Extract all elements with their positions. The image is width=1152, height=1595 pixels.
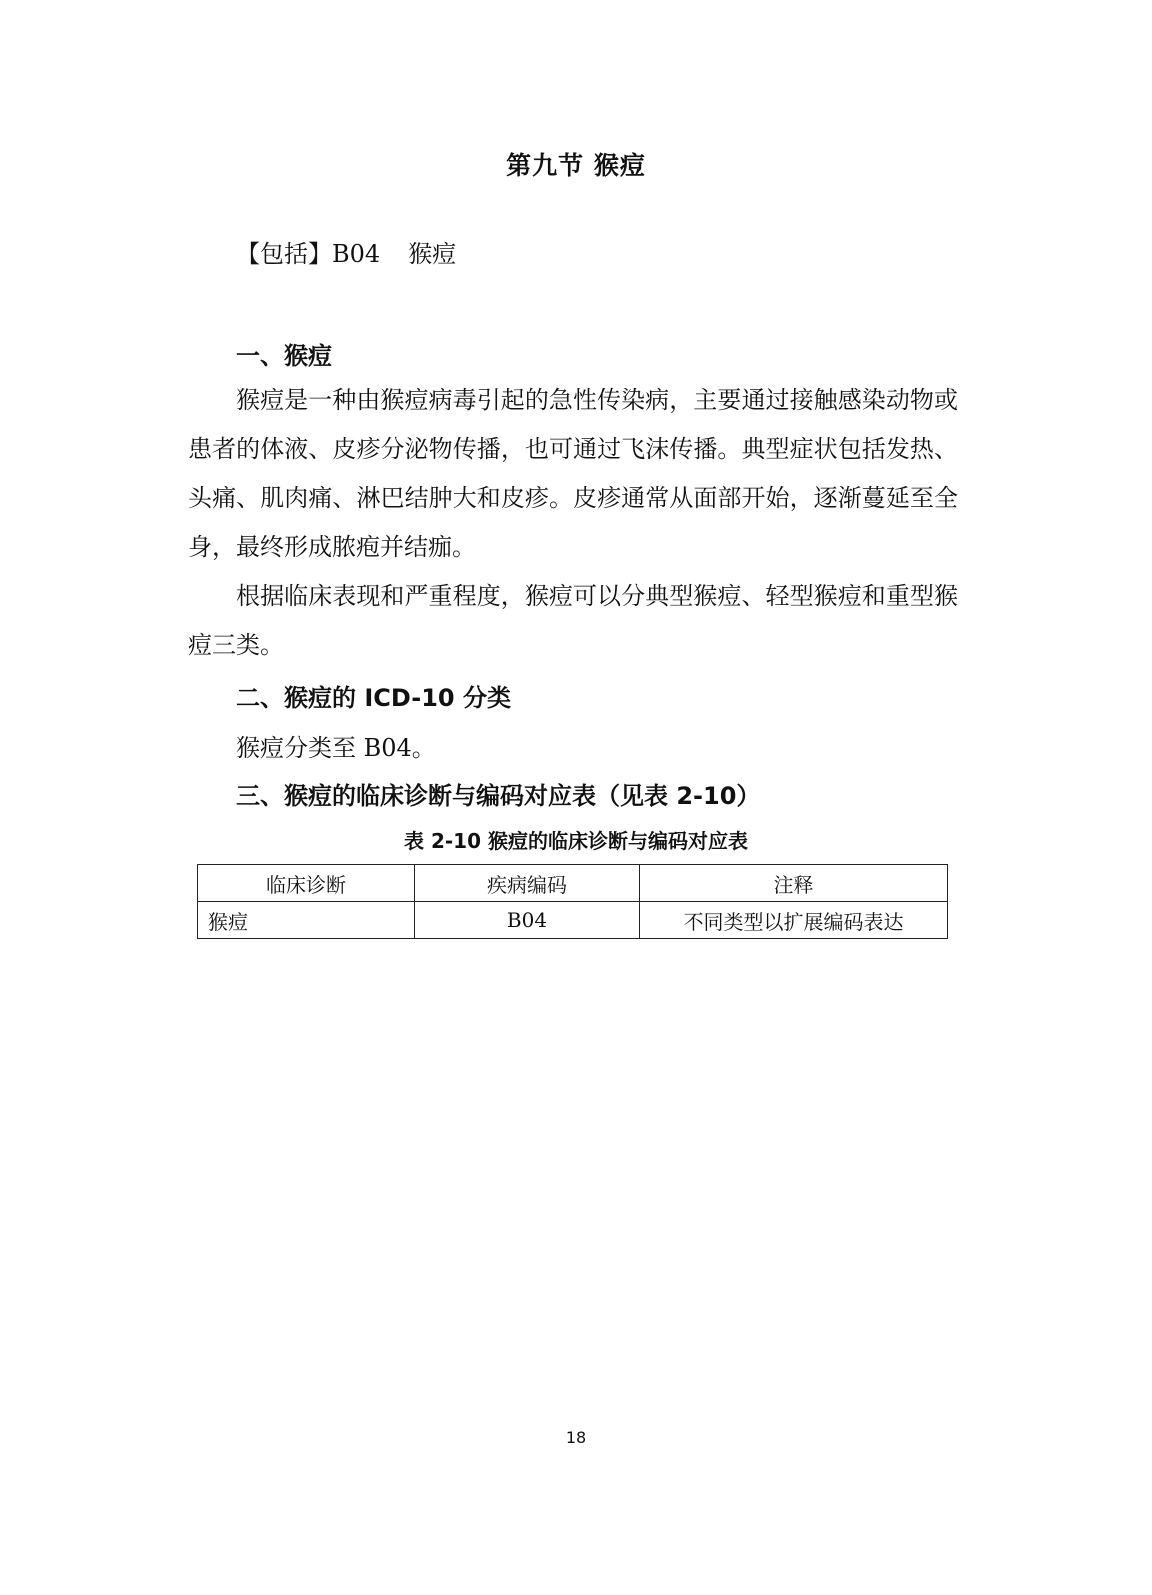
section-1-paragraph-2: 根据临床表现和严重程度，猴痘可以分典型猴痘、轻型猴痘和重型猴痘三类。 [188,582,958,659]
table-cell-diagnosis: 猴痘 [198,902,415,939]
includes-line [236,234,456,269]
table-cell-note: 不同类型以扩展编码表达 [640,902,948,939]
diagnosis-code-table [197,864,948,939]
table-header-cell: 临床诊断 [198,865,415,902]
table-header-cell: 注释 [640,865,948,902]
includes-item: 猴痘 [408,240,457,268]
section-3-heading: 三、猴痘的临床诊断与编码对应表（见表 2-10） [236,782,761,810]
table-row [198,902,948,939]
section-2-heading: 二、猴痘的 ICD-10 分类 [236,684,511,712]
includes-label: 【包括】B04 [236,240,381,268]
table-header-row [198,865,948,902]
section-1-heading: 一、猴痘 [236,342,332,370]
section-1-paragraph-1: 猴痘是一种由猴痘病毒引起的急性传染病，主要通过接触感染动物或患者的体液、皮疹分泌物传播，也可通过飞沫传播。典型症状包括发热、头痛、肌肉痛、淋巴结肿大和皮疹。皮疹通常从面部开始，逐渐蔓延至全身，最终形成脓疱并结痂。 [188,386,958,561]
page-number: 18 [565,1428,587,1447]
table-header-cell: 疾病编码 [415,865,640,902]
table-cell-code: B04 [415,902,640,939]
section-2-text: 猴痘分类至 B04。 [236,734,436,762]
table-caption: 表 2-10 猴痘的临床诊断与编码对应表 [404,829,748,853]
section-title: 第九节 猴痘 [506,151,646,180]
